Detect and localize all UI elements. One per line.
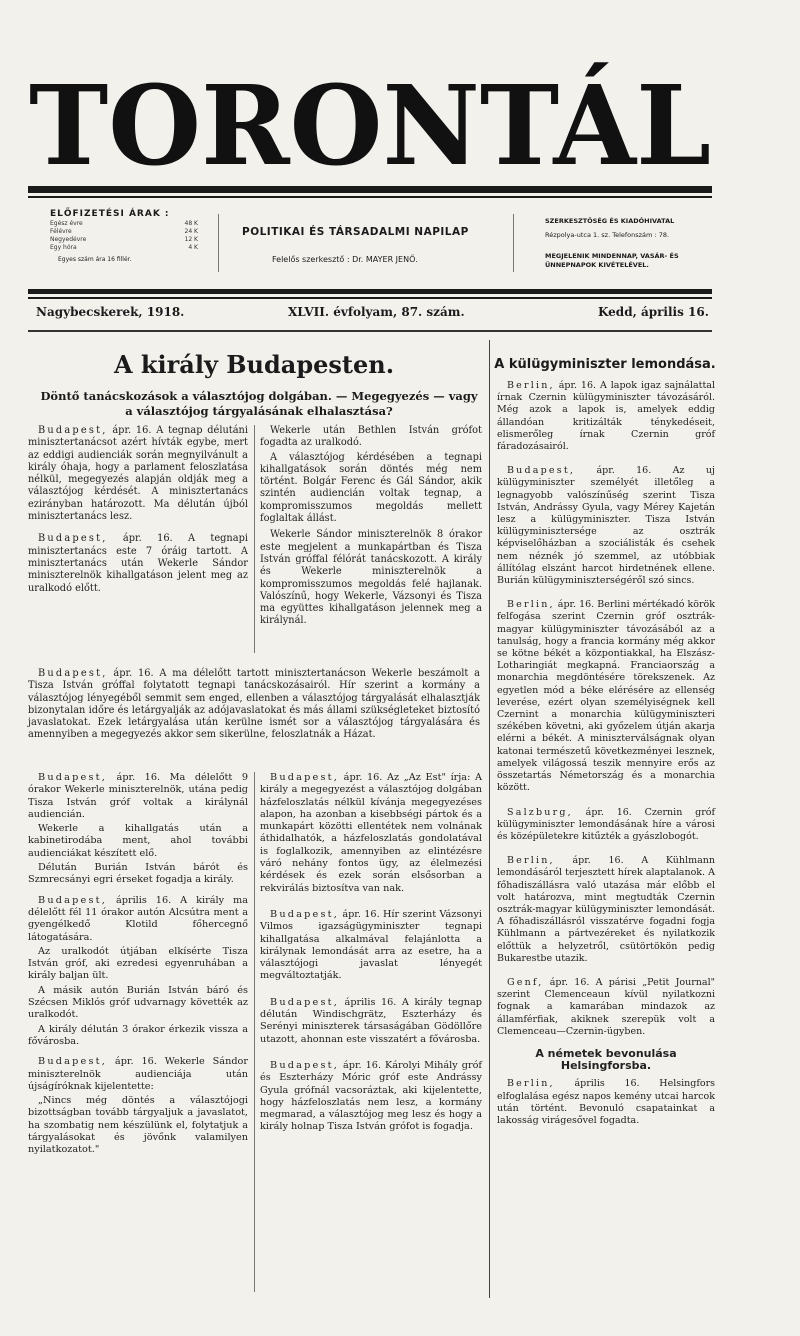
paragraph: Budapest, ápr. 16. Az uj külügyminiszter személyét illetőleg a legnagyobb valószínűség szerint Tisza István, Andrássy Gyula, vagy Mérey Kajetán lesz a külügyminiszter. Tisza István külügyminisztersége az osztrák képviselőházban a szociálisták és csehek nem néznék jó szemmel, az utóbbiak állítólag elszánt harcot hirdetnének ellene. Burián külügyminiszterségéről szó sincs. bbox=[497, 465, 715, 587]
paragraph: Budapest, ápr. 16. A ma délelőtt tartott minisztertanácson Wekerle beszámolt a Tisza István gróffal folytatott tegnapi tanácskozásairól. Hír szerint a kormány a választójog lényegéből semmit sem enged, ellenben a választójog tárgyalását elhalasztják bizonytalan időre és letárgyalják az adójavaslatokat és más állami szükségleteket biztosító javaslatokat. Ezek letárgyalása után kerülne ismét sor a választójog tárgyalására és amennyiben a megegyezés akkor sem sikerülne, feloszlatnák a Házat. bbox=[28, 668, 480, 741]
masthead-logo bbox=[25, 62, 715, 174]
dateline-place: Nagybecskerek, 1918. bbox=[36, 305, 185, 319]
paragraph: Az uralkodót útjában elkísérte Tisza István gróf, aki ezredesi egyenruhában a király baljan ült. bbox=[28, 945, 248, 982]
masthead-rule bbox=[28, 186, 712, 193]
main-headline: A király Budapesten. bbox=[113, 350, 395, 379]
paragraph: A másik autón Burián István báró és Szécsen Miklós gróf udvarnagy követték az uralkodót. bbox=[28, 984, 248, 1021]
tagline: POLITIKAI ÉS TÁRSADALMI NAPILAP bbox=[242, 226, 469, 238]
header-divider bbox=[218, 214, 219, 272]
paragraph: Budapest, ápr. 16. Károlyi Mihály gróf és Eszterházy Móric gróf este Andrássy Gyula grófnál vacsoráztak, aki kijelentette, hogy házfeloszlatás nem lesz, a kormány megmarad, a választójog meg lesz és hogy a király holnap Tisza István grófot is fogadja. bbox=[260, 1059, 482, 1133]
paragraph: „Nincs még döntés a választójogi bizottságban tovább tárgyaljuk a javaslatot, ha szombatig nem készülünk el, folytatjuk a tárgyalásokat és jövőnk valamilyen nyilatkozatot." bbox=[28, 1095, 248, 1156]
paragraph: A király délután 3 órakor érkezik vissza a fővárosba. bbox=[28, 1023, 248, 1047]
main-col2-bottom bbox=[260, 772, 482, 1142]
paragraph: Berlin, ápr. 16. Berlini mértékadó körök felfogása szerint Czernin gróf osztrák-magyar külügyminiszter távozásából az a tanulság, hogy a francia kormány még akkor se kötne békét a központiakkal, ha Elszász-Lotharingiát megkapná. Franciaország a monarchia megdöntésére törekszenek. Az egyetlen mód a béke elérésére az ellenség leverése, ezért olyan személyiségnek kell Czernint a monarchia külügyminiszteri székében követni, aki győzelem útján akarja elérni a békét. A miniszterválságnak olyan katonai természetű következményei lesznek, amelyek világossá teszik mennyire erős az összetartás Németország és a monarchia között. bbox=[497, 599, 715, 794]
paragraph: Budapest, ápr. 16. A tegnap délutáni minisztertanácsot azért hívták egybe, mert az eddigi audienciák során megnyilvánult a király óhaja, hogy a parlament feloszlatása nélkül, megegyezés alapján oldják meg a választójog kérdését. A minisztertanács ezirányban határozott. Ma délután újból minisztertanács lesz. bbox=[28, 425, 248, 523]
main-subhead: Döntő tanácskozások a választójog dolgában. — Megegyezés — vagy a választójog tárgyalásának elhalasztása? bbox=[40, 389, 478, 418]
price-row: Egy hóra 4 K bbox=[50, 244, 198, 251]
column-divider bbox=[254, 772, 255, 1292]
price-row: Félévre 24 K bbox=[50, 228, 198, 235]
paragraph: Budapest, ápr. 16. Ma délelőtt 9 órakor Wekerle miniszterelnök, utána pedig Tisza István gróf voltak a királynál audiencián. bbox=[28, 772, 248, 820]
subscription-block bbox=[50, 209, 198, 265]
paragraph: Berlin, ápr. 16. A lapok igaz sajnálattal írnak Czernin külügyminiszter távozásáról. Még azok a lapok is, amelyek eddig állandóan kritizálták ténykedéseit, elismerőleg írnak Czernin gróf fáradozásairól. bbox=[497, 380, 715, 453]
paragraph: Délután Burián István bárót és Szmrecsányi egri érseket fogadja a király. bbox=[28, 862, 248, 886]
single-price: Egyes szám ára 16 fillér. bbox=[58, 256, 132, 263]
right-headline-2: A németek bevonulása Helsingforsba. bbox=[535, 1046, 677, 1073]
main-col2-top bbox=[260, 425, 482, 636]
publication-schedule: MEGJELENIK MINDENNAP, VASÁR- ÉS ÜNNEPNAPOK KIVÉTELÉVEL. bbox=[545, 252, 679, 269]
dateline-rule bbox=[28, 330, 712, 332]
paragraph: Genf, ápr. 16. A párisi „Petit Journal" szerint Clemenceaun kívül nyilatkozni fognak a kamarában mindazok az államférfiak, akiknek szerepük volt a Clemenceau—Czernin-ügyben. bbox=[497, 976, 715, 1037]
section-divider bbox=[489, 340, 490, 1298]
paragraph: Budapest, ápr. 16. Hír szerint Vázsonyi Vilmos igazságügyminiszter tegnapi kihallgatása alkalmával felajánlotta a királynak lemondását arra az esetre, ha a választójogi javaslat lényegét megváltoztatják. bbox=[260, 908, 482, 982]
right-column bbox=[497, 380, 715, 1135]
right-headline: A külügyminiszter lemondása. bbox=[494, 357, 716, 372]
main-col1-bottom bbox=[28, 772, 248, 1165]
dateline-day: Kedd, április 16. bbox=[598, 305, 709, 319]
header-rule-thin bbox=[28, 297, 712, 299]
paragraph: Salzburg, ápr. 16. Czernin gróf külügyminiszter lemondásának híre a városi és középületekre kitűzték a gyászlobogót. bbox=[497, 806, 715, 842]
price-row: Egész évre 48 K bbox=[50, 220, 198, 227]
paragraph: Wekerle után Bethlen István grófot fogadta az uralkodó. bbox=[260, 425, 482, 449]
header-divider bbox=[513, 214, 514, 272]
paragraph: Berlin, április 16. Helsingfors elfoglalása egész napos kemény utcai harcok után történt. Bevonuló csapatainkat a lakosság virágesővel fogadta. bbox=[497, 1078, 715, 1126]
paragraph: Budapest, ápr. 16. A tegnapi minisztertanács este 7 óráig tartott. A minisztertanács után Wekerle Sándor miniszterelnök kihallgatáson jelent meg az uralkodó előtt. bbox=[28, 533, 248, 594]
paragraph: Wekerle Sándor miniszterelnök 8 órakor este megjelent a munkapártban és Tisza István gróffal félórát tanácskozott. A király és Wekerle miniszterelnök a kompromisszumos megoldás felé hajlanak. Valószínű, hogy Wekerle, Vázsonyi és Tisza ma együttes kihallgatáson jelennek meg a királynál. bbox=[260, 529, 482, 627]
paragraph: Budapest, ápr. 16. Az „Az Est" írja: A király a megegyezést a választójog dolgában házfeloszlatás nélkül kívánja megegyezéses alapon, ha azonban a kisebbségi pártok és a munkapárt közötti ellentétek nem volnának áthidalhatók, a házfeloszlatás gondolatával is foglalkozik, amennyiben az elintézésre váró nehány fontos ügy, az élelmezési kérdések és ezek során elsősorban a rekvirálás biztosítva van nak. bbox=[260, 772, 482, 894]
paragraph: Budapest, április 16. A király ma délelőtt fél 11 órakor autón Alcsútra ment a gyengélkedő Klotild főhercegnő látogatására. bbox=[28, 894, 248, 943]
column-divider bbox=[254, 425, 255, 653]
office-label: SZERKESZTŐSÉG ÉS KIADÓHIVATAL bbox=[545, 217, 675, 225]
paragraph: Budapest, ápr. 16. Wekerle Sándor miniszterelnök audienciája után újságíróknak kijelentette: bbox=[28, 1056, 248, 1092]
office-address: Rézpolya-utca 1. sz. Telefonszám : 78. bbox=[545, 231, 670, 239]
paragraph: Wekerle a kihallgatás után a kabinetirodába ment, ahol további audienciákat készített elő. bbox=[28, 823, 248, 859]
paragraph: A választójog kérdésében a tegnapi kihallgatások során döntés még nem történt. Bolgár Ferenc és Gál Sándor, akik szintén audiencián voltak tegnap, a kompromisszumos megoldás mellett foglaltak állást. bbox=[260, 451, 482, 525]
dateline-issue: XLVII. évfolyam, 87. szám. bbox=[288, 305, 465, 319]
paragraph: Budapest, április 16. A király tegnap délután Windischgrätz, Eszterházy és Serényi miniszterek társaságában Gödöllőre utazott, ahonnan este visszatért a fővárosba. bbox=[260, 996, 482, 1045]
masthead-title: TORONTÁL bbox=[29, 62, 711, 174]
main-col1-top bbox=[28, 425, 248, 603]
main-wide-paragraph bbox=[28, 668, 480, 750]
header-rule bbox=[28, 289, 712, 294]
masthead-rule-thin bbox=[28, 196, 712, 198]
paragraph: Berlin, ápr. 16. A Kühlmann lemondásáról terjesztett hírek alaptalanok. A főhadiszállásra való utazása már előbb el volt határozva, mint megtudták Czernin osztrák-magyar külügyminiszter lemondását. A főhadiszállásról visszatérve fogadni fogja Kühlmann a pártvezéreket és nyilatkozik előttük a helyzetről, csütörtökön pedig Bukarestbe utazik. bbox=[497, 855, 715, 964]
editor: Felelős szerkesztő : Dr. MAYER JENŐ. bbox=[272, 255, 418, 264]
price-row: Negyedévre 12 K bbox=[50, 236, 198, 243]
subscription-label: ELŐFIZETÉSI ÁRAK : bbox=[50, 209, 170, 219]
